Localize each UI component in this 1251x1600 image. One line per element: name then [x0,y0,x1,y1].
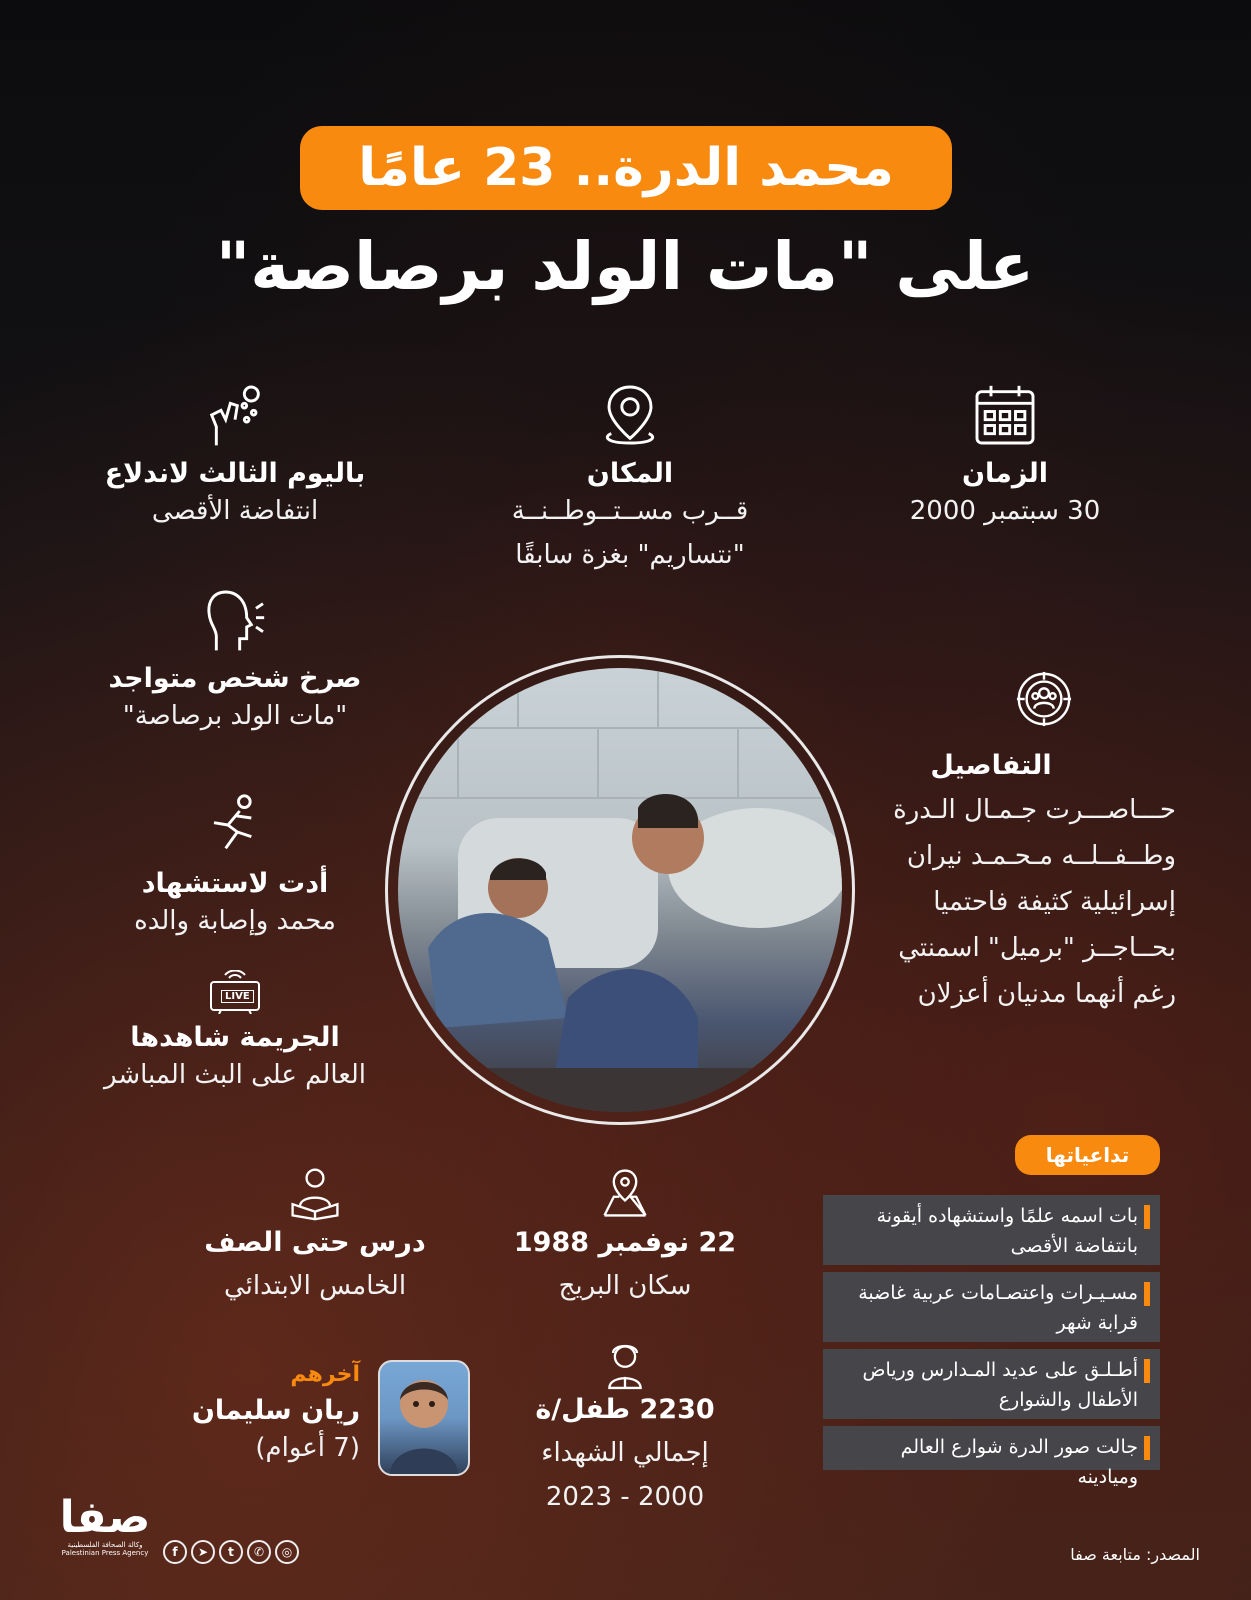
repercussion-card [823,1195,1160,1265]
shout-heading: صرخ شخص متواجد [108,663,362,694]
page-subtitle: على "مات الولد برصاصة" [215,228,1035,305]
time-heading: الزمان [961,458,1049,489]
details-line: وطــفــلــه مـحـمـد نيران [906,841,1176,871]
intifada-block [70,380,400,533]
martyrdom-heading: أدت لاستشهاد [141,868,329,899]
details-line: حـــاصـــرت جـمـال الـدرة [893,795,1176,825]
details-block [846,750,1176,1017]
latest-text-block [160,1362,360,1470]
time-text: 30 سبتمبر 2000 [909,496,1101,526]
witness-heading: الجريمة شاهدها [130,1022,340,1053]
birth-block [490,1165,760,1308]
intifada-text: انتفاضة الأقصى [151,496,319,526]
source-text: المصدر: متابعة صفا [1070,1545,1200,1564]
place-heading: المكان [586,458,674,489]
live-badge: LIVE [221,990,254,1003]
witness-block [70,970,400,1097]
details-heading: التفاصيل [930,750,1052,781]
details-line: بحــاجــز "برميل" اسمنتي [898,933,1176,963]
repercussion-text: بات اسمه علمًا واستشهاده أيقونة بانتفاضة الأقصى [876,1205,1138,1257]
twitter-icon[interactable]: t [219,1540,243,1564]
center-photo [398,668,842,1112]
time-block [870,380,1140,533]
details-icon [1015,670,1073,728]
logo [50,1492,160,1557]
repercussions-label-pill [1015,1135,1160,1175]
title-banner [300,126,952,210]
whatsapp-icon[interactable]: ✆ [247,1540,271,1564]
repercussions-label: تداعياتها [1045,1143,1130,1167]
latest-child-photo [378,1360,470,1476]
witness-text: العالم على البث المباشر [103,1060,367,1090]
repercussion-text: مسـيـرات واعتصـامات عربية غاضبة قرابة شهر [858,1282,1138,1334]
shout-text: "مات الولد برصاصة" [122,701,348,731]
latest-label: آخرهم [290,1362,360,1387]
place-line2: "نتساريم" بغزة سابقًا [515,540,745,570]
repercussion-card [823,1349,1160,1419]
page-title: محمد الدرة.. 23 عامًا [358,138,894,198]
latest-name: ريان سليمان [191,1395,360,1426]
falling-person-icon [200,790,270,860]
child-icon [602,1338,648,1390]
details-line: رغم أنهما مدنيان أعزلان [917,979,1176,1009]
speaking-head-icon [200,585,270,655]
logo-english-name: Palestinian Press Agency [61,1549,149,1557]
place-line1: قــرب مســتــوطــنــة [511,496,749,526]
live-tv-icon [207,970,263,1014]
repercussion-card [823,1272,1160,1342]
stats-block [490,1338,760,1519]
martyrdom-block [70,790,400,943]
map-pin-icon [597,1165,653,1221]
stats-line1: إجمالي الشهداء [541,1438,709,1468]
place-block [460,380,800,577]
latest-age: (7 أعوام) [255,1433,360,1463]
protest-hand-icon [200,380,270,450]
stats-heading: 2230 طفل/ة [535,1394,715,1425]
repercussion-text: جالت صور الدرة شوارع العالم وميادينه [900,1436,1138,1488]
instagram-icon[interactable]: ◎ [275,1540,299,1564]
logo-arabic-name: وكالة الصحافة الفلسطينية [67,1541,143,1549]
shout-block [70,585,400,738]
school-block [175,1165,455,1308]
martyrdom-text: محمد وإصابة والده [134,906,336,936]
birth-text: سكان البريج [558,1271,692,1301]
facebook-icon[interactable]: f [163,1540,187,1564]
repercussion-text: أطـلـق على عديد المـدارس ورياض الأطفال والشوارع [862,1359,1138,1411]
intifada-heading: باليوم الثالث لاندلاع [104,458,366,489]
calendar-icon [970,380,1040,450]
telegram-icon[interactable]: ➤ [191,1540,215,1564]
stats-line2: 2000 - 2023 [545,1482,705,1512]
reading-student-icon [287,1165,343,1221]
details-line: إسرائيلية كثيفة فاحتميا [933,887,1176,917]
repercussion-card [823,1426,1160,1488]
school-text: الخامس الابتدائي [223,1271,407,1301]
school-heading: درس حتى الصف [204,1227,426,1258]
birth-heading: 22 نوفمبر 1988 [513,1227,737,1258]
location-pin-icon [595,380,665,450]
logo-wordmark: صفا [59,1492,151,1543]
